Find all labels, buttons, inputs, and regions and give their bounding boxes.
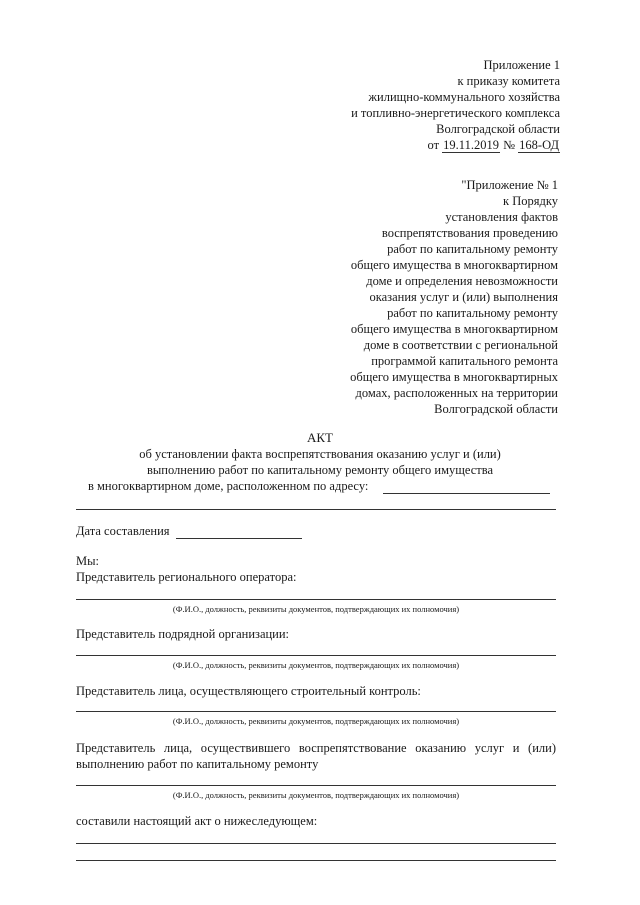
body-blank-1 bbox=[76, 843, 556, 844]
procedure-line-13: общего имущества в многоквартирных bbox=[350, 370, 558, 384]
procedure-line-4: воспрепятствования проведению bbox=[381, 226, 558, 240]
procedure-line-3: установления фактов bbox=[445, 210, 558, 224]
address-blank bbox=[383, 493, 550, 494]
rep1-caption: (Ф.И.О., должность, реквизиты документов, подтверждающих их полномочия) bbox=[172, 604, 460, 614]
rep2-blank bbox=[76, 655, 556, 656]
rep4-label-1: Представитель лица, осуществившего воспрепятствование оказанию услуг и (или) bbox=[76, 741, 556, 755]
rep1-label: Представитель регионального оператора: bbox=[76, 570, 297, 584]
act-subtitle-2: выполнению работ по капитальному ремонту общего имущества bbox=[146, 463, 494, 477]
procedure-line-11: доме в соответствии с региональной bbox=[363, 338, 558, 352]
rep2-label: Представитель подрядной организации: bbox=[76, 627, 290, 641]
rep4-label-2: выполнению работ по капитальному ремонту bbox=[76, 757, 319, 771]
procedure-line-6: общего имущества в многоквартирном bbox=[350, 258, 558, 272]
procedure-line-9: работ по капитальному ремонту bbox=[387, 306, 558, 320]
appendix-line-3: жилищно-коммунального хозяйства bbox=[368, 90, 560, 104]
date-label: Дата составления bbox=[76, 524, 170, 538]
date-blank bbox=[176, 538, 302, 539]
procedure-line-10: общего имущества в многоквартирном bbox=[350, 322, 558, 336]
address-blank-2 bbox=[76, 509, 556, 510]
appendix-line-1: Приложение 1 bbox=[483, 58, 560, 72]
order-number: 168-ОД bbox=[519, 138, 559, 152]
appendix-line-2: к приказу комитета bbox=[457, 74, 560, 88]
rep3-blank bbox=[76, 711, 556, 712]
procedure-line-2: к Порядку bbox=[503, 194, 558, 208]
appendix-date-line bbox=[427, 138, 560, 153]
procedure-line-7: доме и определения невозможности bbox=[366, 274, 558, 288]
date-prefix: от bbox=[427, 138, 443, 152]
act-title: АКТ bbox=[307, 430, 333, 445]
procedure-line-12: программой капитального ремонта bbox=[371, 354, 558, 368]
act-subtitle-1: об установлении факта воспрепятствования оказанию услуг и (или) bbox=[139, 447, 501, 461]
procedure-line-8: оказания услуг и (или) выполнения bbox=[369, 290, 558, 304]
body-blank-2 bbox=[76, 860, 556, 861]
act-subtitle-3: в многоквартирном доме, расположенном по адресу: bbox=[88, 479, 369, 493]
appendix-line-4: и топливно-энергетического комплекса bbox=[351, 106, 560, 120]
rep1-blank bbox=[76, 599, 556, 600]
procedure-line-14: домах, расположенных на территории bbox=[355, 386, 558, 400]
rep2-caption: (Ф.И.О., должность, реквизиты документов, подтверждающих их полномочия) bbox=[172, 660, 460, 670]
we-label: Мы: bbox=[76, 554, 99, 568]
procedure-line-1: "Приложение № 1 bbox=[461, 178, 558, 192]
rep3-label: Представитель лица, осуществляющего строительный контроль: bbox=[76, 684, 421, 698]
closing-text: составили настоящий акт о нижеследующем: bbox=[76, 814, 318, 828]
procedure-line-5: работ по капитальному ремонту bbox=[387, 242, 558, 256]
rep4-blank bbox=[76, 785, 556, 786]
rep3-caption: (Ф.И.О., должность, реквизиты документов, подтверждающих их полномочия) bbox=[172, 716, 460, 726]
procedure-line-15: Волгоградской области bbox=[434, 402, 558, 416]
appendix-line-5: Волгоградской области bbox=[436, 122, 560, 136]
order-date: 19.11.2019 bbox=[443, 138, 499, 152]
rep4-caption: (Ф.И.О., должность, реквизиты документов, подтверждающих их полномочия) bbox=[172, 790, 460, 800]
number-prefix: № bbox=[499, 138, 519, 152]
